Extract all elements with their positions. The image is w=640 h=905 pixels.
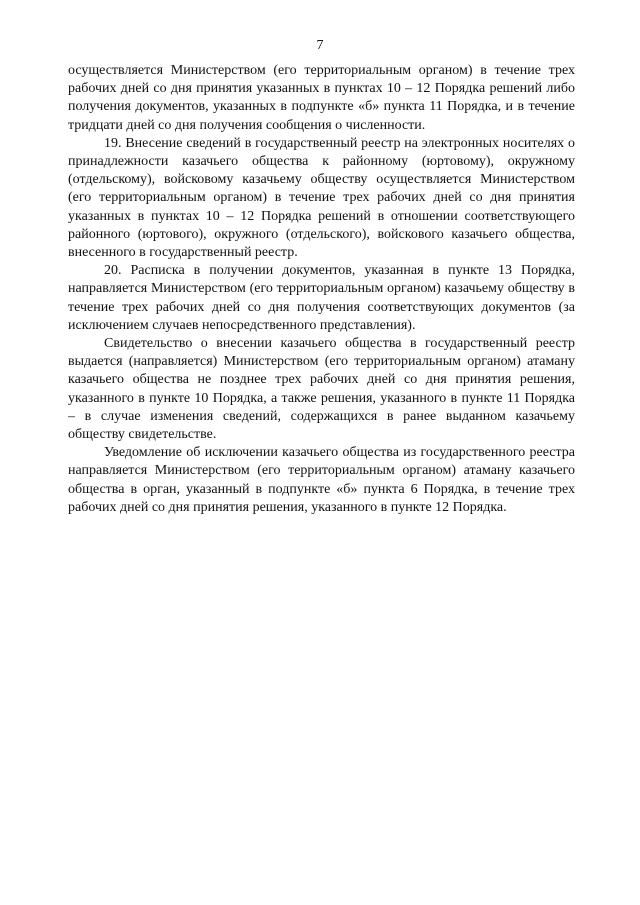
document-body [68,62,575,517]
page-number: 7 [316,38,324,53]
paragraph-notification: Уведомление об исключении казачьего общества из государственного реестра направляется Министерством (его территориальным органом) атаману казачьего общества в орган, указанный в подпункте «б» пункта 6 Порядка, в течение трех рабочих дней со дня принятия решения, указанного в пункте 12 Порядка. [68,445,575,515]
paragraph-20: 20. Расписка в получении документов, указанная в пункте 13 Порядка, направляется Министерством (его территориальным органом) казачьему обществу в течение трех рабочих дней со дня получения соответствующих документов (за исключением случаев непосредственного представления). [68,263,575,333]
paragraph-19: 19. Внесение сведений в государственный реестр на электронных носителях о принадлежности казачьего общества к районному (юртовому), окружному (отдельскому), войсковому казачьему обществу осуществляется Министерством (его территориальным органом) в течение трех рабочих дней со дня принятия указанных в пунктах 10 – 12 Порядка решений в отношении соответствующего районного (юртового), окружного (отдельского), войскового казачьего общества, внесенного в государственный реестр. [68,135,575,261]
paragraph-continuation: осуществляется Министерством (его территориальным органом) в течение трех рабочих дней со дня принятия указанных в пунктах 10 – 12 Порядка решений либо получения документов, указанных в подпункте «б» пункта 11 Порядка, и в течение тридцати дней со дня получения сообщения о численности. [68,63,575,133]
paragraph-certificate: Свидетельство о внесении казачьего общества в государственный реестр выдается (направляется) Министерством (его территориальным органом) атаману казачьего общества не позднее трех рабочих дней со дня принятия решения, указанного в пункте 10 Порядка, а также решения, указанного в пункте 11 Порядка – в случае изменения сведений, содержащихся в ранее выданном казачьему обществу свидетельстве. [68,336,575,443]
